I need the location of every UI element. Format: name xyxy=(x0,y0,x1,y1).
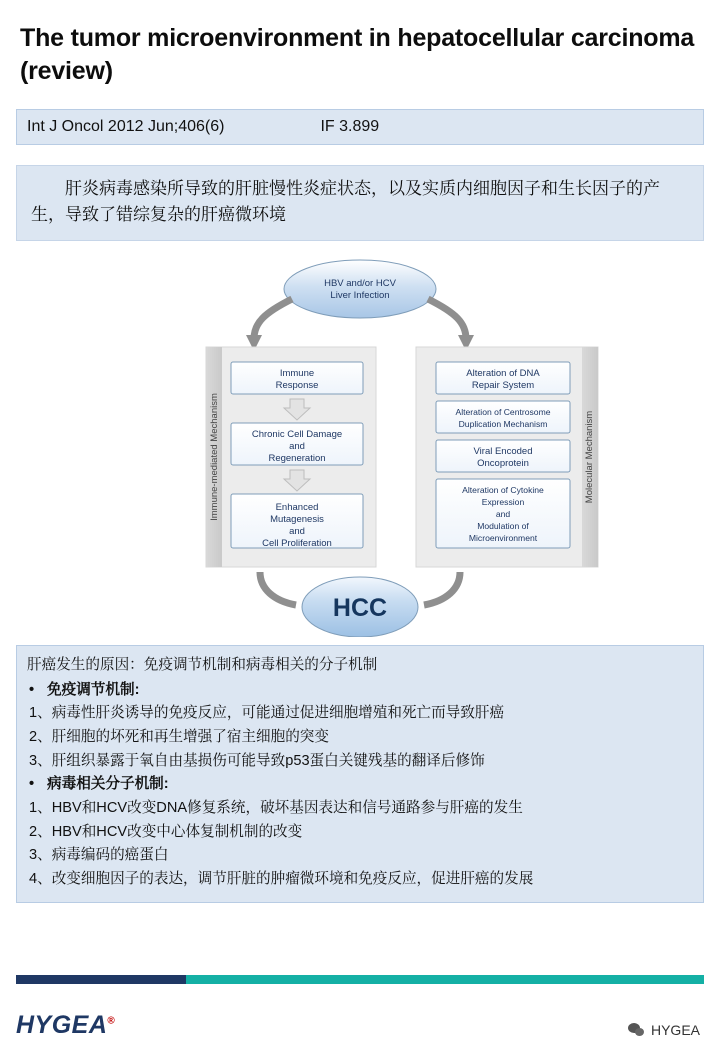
svg-text:Chronic Cell Damage: Chronic Cell Damage xyxy=(251,429,343,441)
svg-text:HCC: HCC xyxy=(332,594,388,623)
journal-bar xyxy=(16,109,704,145)
svg-text:Cell Proliferation: Cell Proliferation xyxy=(262,538,332,550)
svg-text:HBV and/or HCV: HBV and/or HCV xyxy=(324,278,396,290)
footer-bar-navy xyxy=(16,975,186,984)
brand-trademark: ® xyxy=(107,1015,116,1027)
footer-color-bars xyxy=(16,975,704,984)
conclusion-box xyxy=(16,645,704,902)
journal-citation: Int J Oncol 2012 Jun;406(6) xyxy=(27,117,225,135)
svg-text:Molecular Mechanism: Molecular Mechanism xyxy=(584,410,595,504)
svg-text:Liver Infection: Liver Infection xyxy=(330,290,390,302)
conclusion-item: 2、肝细胞的坏死和再生增强了宿主细胞的突变 xyxy=(29,729,329,746)
conclusion-item: 1、病毒性肝炎诱导的免疫反应，可能通过促进细胞增殖和死亡而导致肝癌 xyxy=(29,705,505,722)
svg-text:Immune-mediated Mechanism: Immune-mediated Mechanism xyxy=(209,393,220,522)
svg-text:and: and xyxy=(495,509,511,520)
svg-text:Alteration of Centrosome: Alteration of Centrosome xyxy=(455,407,551,418)
wechat-handle xyxy=(628,1022,700,1038)
wechat-label: HYGEA xyxy=(650,1022,700,1038)
svg-text:Response: Response xyxy=(275,380,319,392)
svg-text:Enhanced: Enhanced xyxy=(275,502,319,514)
conclusion-item: 2、HBV和HCV改变中心体复制机制的改变 xyxy=(29,823,303,840)
svg-text:Regeneration: Regeneration xyxy=(268,453,326,465)
conclusion-lead: 肝癌发生的原因：免疫调节机制和病毒相关的分子机制 xyxy=(27,657,378,674)
figure-svg xyxy=(16,247,704,637)
svg-text:Alteration of Cytokine: Alteration of Cytokine xyxy=(462,485,544,496)
journal-impact-factor: IF 3.899 xyxy=(320,117,380,135)
svg-text:Immune: Immune xyxy=(279,368,315,380)
brand-logo-text: HYGEA xyxy=(16,1011,108,1039)
page-title: The tumor microenvironment in hepatocellular carcinoma (review) xyxy=(20,24,695,86)
brand-logo xyxy=(16,1011,115,1040)
slide xyxy=(0,22,720,1062)
conclusion-item: 3、肝组织暴露于氧自由基损伤可能导致p53蛋白关键残基的翻译后修饰 xyxy=(29,752,485,769)
svg-text:Oncoprotein: Oncoprotein xyxy=(477,458,529,470)
svg-text:Duplication Mechanism: Duplication Mechanism xyxy=(458,419,548,430)
svg-text:Mutagenesis: Mutagenesis xyxy=(270,514,324,526)
svg-text:Repair System: Repair System xyxy=(471,380,535,392)
svg-text:Viral Encoded: Viral Encoded xyxy=(473,446,533,458)
conclusion-item: 4、改变细胞因子的表达，调节肝脏的肿瘤微环境和免疫反应，促进肝癌的发展 xyxy=(29,870,534,887)
conclusion-section1-title: • 免疫调节机制: xyxy=(27,679,693,703)
summary-box: 肝炎病毒感染所导致的肝脏慢性炎症状态，以及实质内细胞因子和生长因子的产生，导致了错综复杂的肝癌微环境 xyxy=(16,165,704,242)
svg-text:and: and xyxy=(289,526,305,538)
conclusion-section2-title: • 病毒相关分子机制: xyxy=(27,773,693,797)
svg-text:Expression: Expression xyxy=(481,497,525,508)
svg-text:and: and xyxy=(289,441,305,453)
footer-bar-teal xyxy=(186,975,704,984)
svg-text:Modulation of: Modulation of xyxy=(477,521,529,532)
conclusion-item: 1、HBV和HCV改变DNA修复系统，破坏基因表达和信号通路参与肝癌的发生 xyxy=(29,800,523,817)
figure-diagram xyxy=(16,247,704,637)
svg-text:Alteration of DNA: Alteration of DNA xyxy=(466,368,540,380)
wechat-icon xyxy=(628,1023,645,1037)
footer xyxy=(0,984,720,1062)
svg-text:Microenvironment: Microenvironment xyxy=(468,533,538,544)
conclusion-item: 3、病毒编码的癌蛋白 xyxy=(29,847,169,864)
